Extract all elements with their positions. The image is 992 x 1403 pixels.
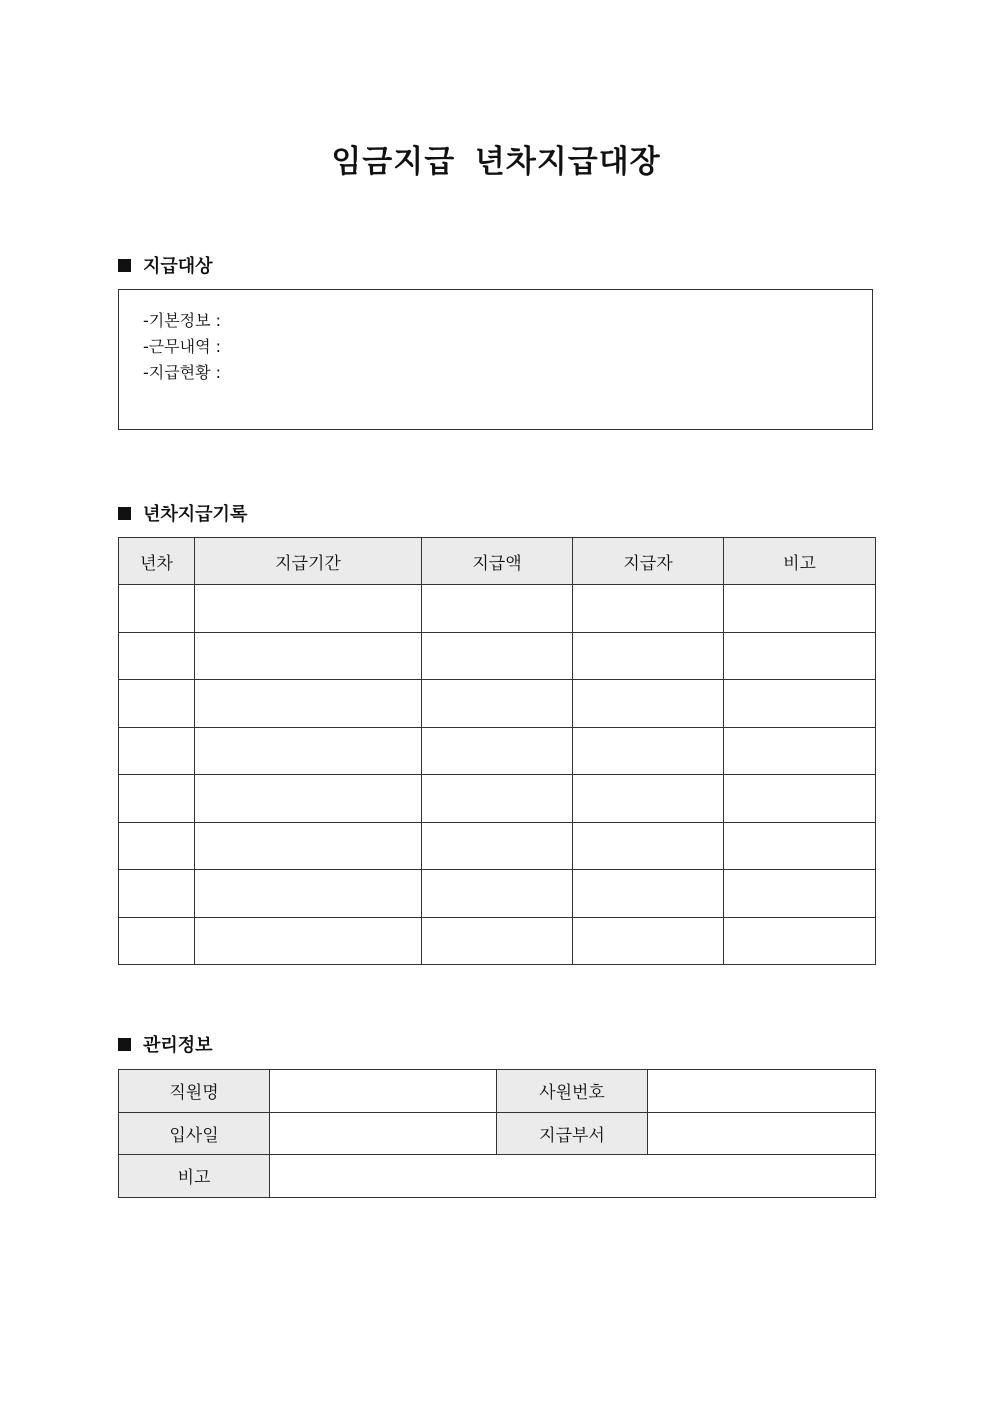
table-cell[interactable] (573, 822, 724, 870)
table-cell[interactable] (422, 775, 573, 823)
table-cell[interactable] (119, 822, 195, 870)
employee-number-field[interactable] (648, 1070, 876, 1113)
table-cell[interactable] (119, 870, 195, 918)
table-cell[interactable] (195, 727, 422, 775)
table-row (119, 585, 876, 633)
table-cell[interactable] (119, 585, 195, 633)
table-cell[interactable] (195, 822, 422, 870)
column-header-amount: 지급액 (422, 538, 573, 585)
target-info-box (118, 289, 873, 430)
section-heading-label: 년차지급기록 (143, 504, 248, 525)
table-cell[interactable] (195, 870, 422, 918)
table-cell[interactable] (724, 822, 876, 870)
section-heading-label: 관리정보 (143, 1035, 213, 1056)
table-row (119, 680, 876, 728)
section-heading-records (118, 500, 247, 526)
table-cell[interactable] (195, 585, 422, 633)
column-header-period: 지급기간 (195, 538, 422, 585)
table-cell[interactable] (573, 680, 724, 728)
table-row (119, 727, 876, 775)
table-cell[interactable] (573, 632, 724, 680)
table-cell[interactable] (119, 680, 195, 728)
payment-status-line[interactable]: -지급현황 : (143, 363, 222, 382)
table-row (119, 917, 876, 965)
table-cell[interactable] (724, 632, 876, 680)
table-header-row (119, 538, 876, 585)
table-cell[interactable] (422, 727, 573, 775)
work-history-line[interactable]: -근무내역 : (143, 337, 222, 356)
table-row (119, 1155, 876, 1198)
table-cell[interactable] (119, 632, 195, 680)
square-bullet-icon (118, 259, 131, 272)
remarks-field[interactable] (270, 1155, 876, 1198)
remarks-label: 비고 (119, 1155, 270, 1198)
table-cell[interactable] (195, 632, 422, 680)
column-header-year: 년차 (119, 538, 195, 585)
table-row (119, 1112, 876, 1155)
page-title: 임금지급 년차지급대장 (331, 144, 661, 180)
table-row (119, 1070, 876, 1113)
table-cell[interactable] (119, 727, 195, 775)
table-cell[interactable] (573, 870, 724, 918)
table-row (119, 870, 876, 918)
column-header-payer: 지급자 (573, 538, 724, 585)
employee-name-label: 직원명 (119, 1070, 270, 1113)
section-heading-management (118, 1031, 213, 1057)
hire-date-label: 입사일 (119, 1112, 270, 1155)
employee-number-label: 사원번호 (497, 1070, 648, 1113)
table-cell[interactable] (422, 822, 573, 870)
table-cell[interactable] (724, 585, 876, 633)
table-cell[interactable] (724, 680, 876, 728)
table-cell[interactable] (422, 632, 573, 680)
table-cell[interactable] (573, 917, 724, 965)
annual-leave-record-table (118, 537, 876, 965)
hire-date-field[interactable] (270, 1112, 497, 1155)
column-header-remarks: 비고 (724, 538, 876, 585)
table-cell[interactable] (119, 917, 195, 965)
payment-dept-field[interactable] (648, 1112, 876, 1155)
table-cell[interactable] (573, 775, 724, 823)
table-cell[interactable] (724, 917, 876, 965)
table-cell[interactable] (422, 870, 573, 918)
payment-dept-label: 지급부서 (497, 1112, 648, 1155)
table-row (119, 822, 876, 870)
table-cell[interactable] (119, 775, 195, 823)
table-row (119, 632, 876, 680)
table-cell[interactable] (422, 917, 573, 965)
table-cell[interactable] (573, 585, 724, 633)
square-bullet-icon (118, 507, 131, 520)
table-cell[interactable] (422, 680, 573, 728)
table-cell[interactable] (573, 727, 724, 775)
table-cell[interactable] (724, 870, 876, 918)
table-cell[interactable] (724, 727, 876, 775)
table-cell[interactable] (195, 775, 422, 823)
basic-info-line[interactable]: -기본정보 : (143, 311, 222, 330)
table-cell[interactable] (195, 917, 422, 965)
table-cell[interactable] (724, 775, 876, 823)
square-bullet-icon (118, 1038, 131, 1051)
section-heading-target (118, 252, 213, 278)
table-cell[interactable] (195, 680, 422, 728)
employee-name-field[interactable] (270, 1070, 497, 1113)
section-heading-label: 지급대상 (143, 256, 213, 277)
management-info-table (118, 1069, 876, 1198)
table-cell[interactable] (422, 585, 573, 633)
table-row (119, 775, 876, 823)
